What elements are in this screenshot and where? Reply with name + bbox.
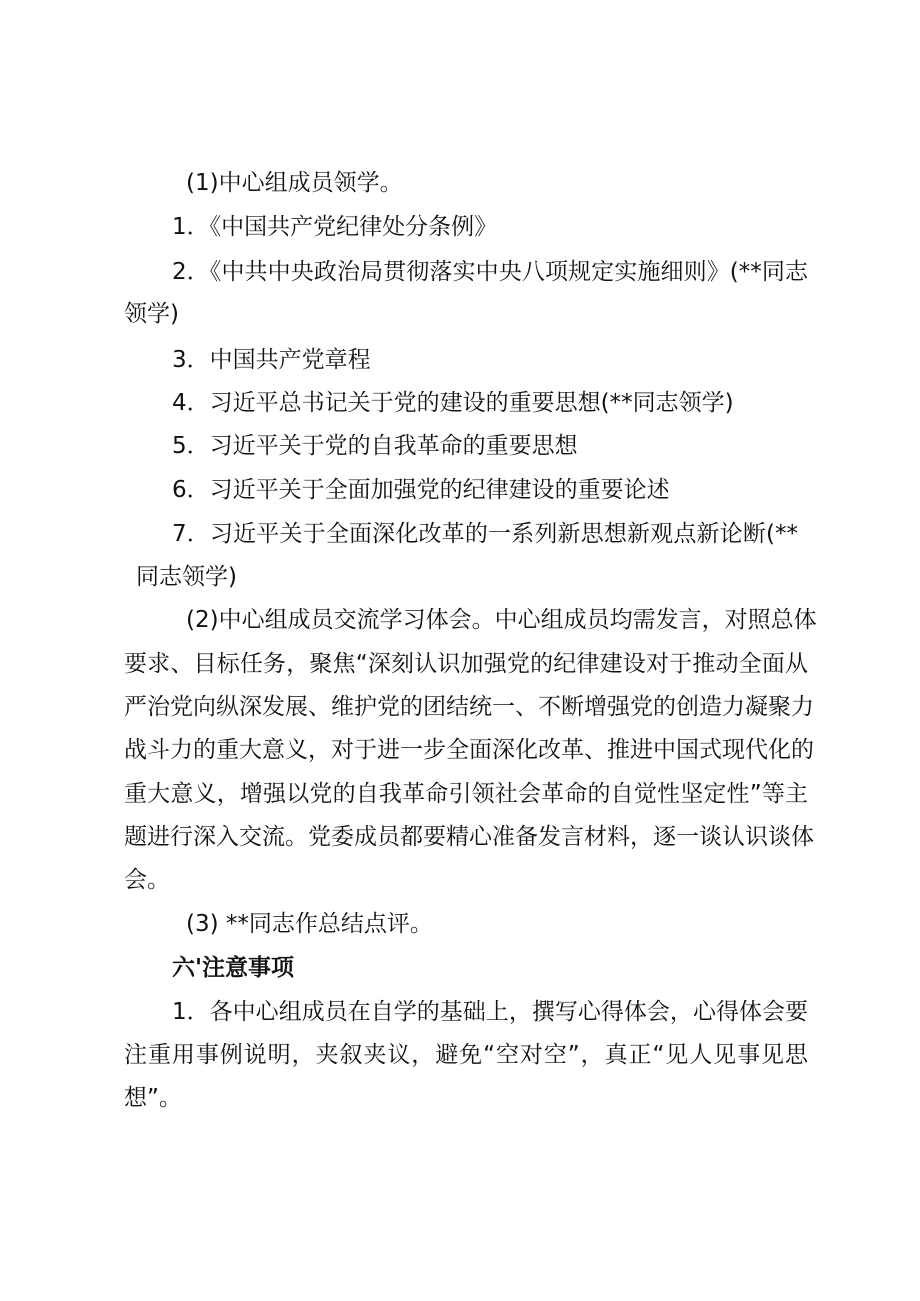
list-item-6: 6．习近平关于全面加强党的纪律建设的重要论述 <box>172 477 670 503</box>
notice-item-1-line3: 想”。 <box>124 1085 182 1111</box>
notice-item-1-line2: 注重用事例说明，夹叙夹议，避免“空对空”，真正“见人见事见思 <box>124 1042 808 1068</box>
sub-item-2: (2)中心组成员交流学习体会。中心组成员均需发言，对照总体 <box>186 607 817 633</box>
sub-item-2-line4: 战斗力的重大意义，对于进一步全面深化改革、推进中国式现代化的 <box>124 737 814 763</box>
list-item-1: 1．《中国共产党纪律处分条例》 <box>172 214 498 240</box>
list-item-7-cont: 同志领学) <box>136 564 237 590</box>
list-item-4: 4．习近平总书记关于党的建设的重要思想(**同志领学) <box>172 390 734 416</box>
sub-item-2-line5: 重大意义，增强以党的自我革命引领社会革命的自觉性坚定性”等主 <box>124 781 808 807</box>
notice-item-1: 1．各中心组成员在自学的基础上，撰写心得体会，心得体会要 <box>172 999 808 1025</box>
list-item-5: 5．习近平关于党的自我革命的重要思想 <box>172 433 578 459</box>
sub-item-1: (1)中心组成员领学。 <box>186 170 403 196</box>
sub-item-2-line3: 严治党向纵深发展、维护党的团结统一、不断增强党的创造力凝聚力 <box>124 694 814 720</box>
sub-item-2-line2: 要求、目标任务，聚焦“深刻认识加强党的纪律建设对于推动全面从 <box>124 651 808 677</box>
sub-item-2-line6: 题进行深入交流。党委成员都要精心准备发言材料，逐一谈认识谈体 <box>124 824 814 850</box>
list-item-3: 3．中国共产党章程 <box>172 347 371 373</box>
list-item-2-cont: 领学) <box>124 301 179 327</box>
sub-item-3: (3) **同志作总结点评。 <box>186 911 433 937</box>
list-item-2: 2．《中共中央政治局贯彻落实中央八项规定实施细则》(**同志 <box>172 259 808 285</box>
list-item-7: 7．习近平关于全面深化改革的一系列新思想新观点新论断(** <box>172 521 798 547</box>
section-heading-6: 六'注意事项 <box>172 955 295 981</box>
sub-item-2-line7: 会。 <box>124 867 170 893</box>
